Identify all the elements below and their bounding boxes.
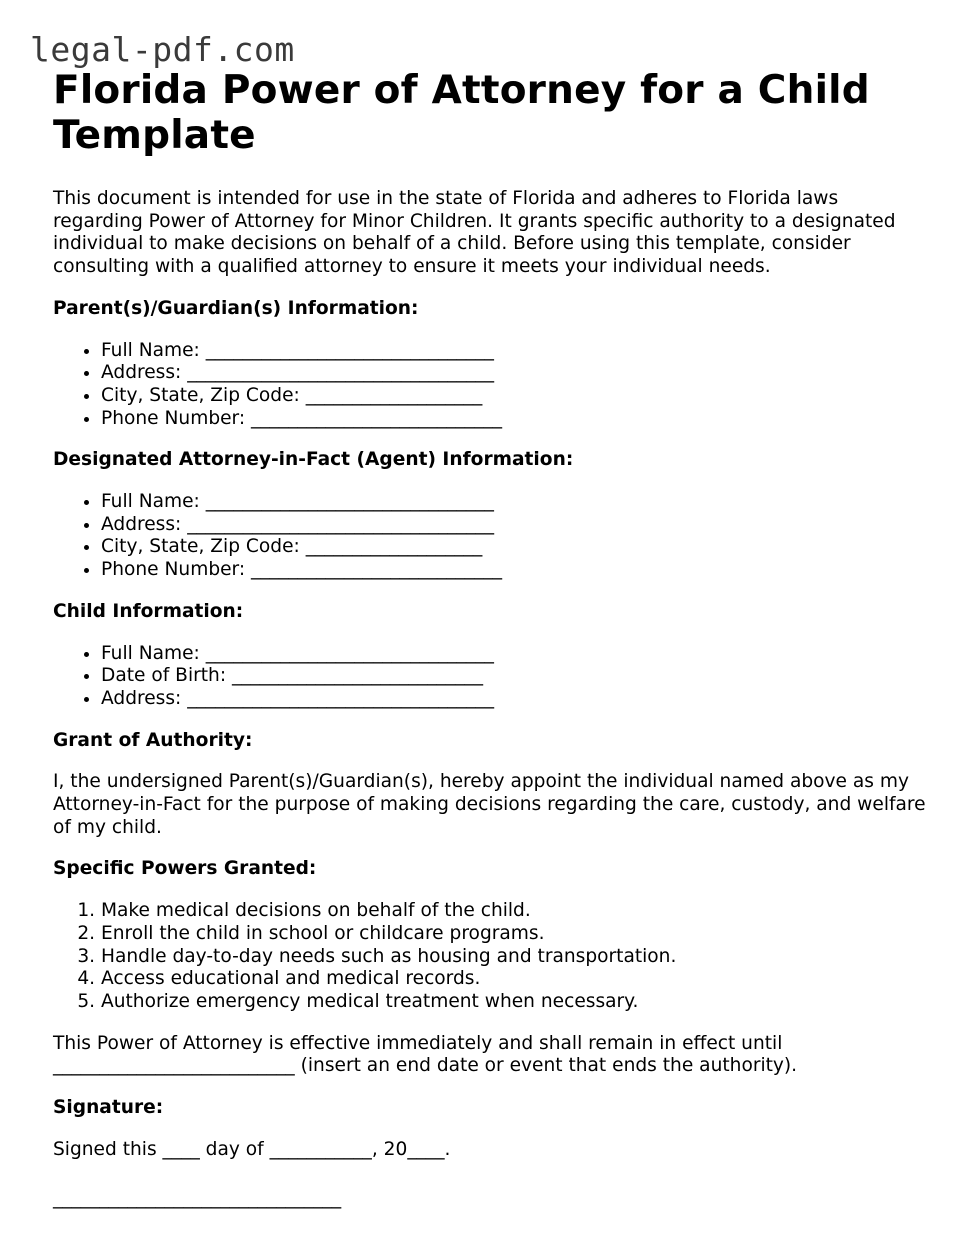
agent-phone-field: • Phone Number: ___________________________ xyxy=(101,559,933,582)
effective-paragraph: This Power of Attorney is effective immediately and shall remain in effect until __________________________ (insert an end date or event that ends the authority). xyxy=(53,1032,798,1077)
child-dob-field: • Date of Birth: ___________________________ xyxy=(101,665,933,688)
document-title: Florida Power of Attorney for a Child Template xyxy=(53,68,870,158)
powers-section-heading: Specific Powers Granted: xyxy=(53,858,317,880)
parent-city-state-zip-field: • City, State, Zip Code: ___________________ xyxy=(101,385,933,408)
power-item: 4. Access educational and medical records. xyxy=(101,968,933,991)
child-address-field: • Address: _________________________________ xyxy=(101,688,933,711)
parent-info-list xyxy=(53,340,933,431)
signature-section-heading: Signature: xyxy=(53,1097,164,1119)
watermark-logo: legal-pdf.com xyxy=(30,30,295,69)
parent-phone-field: • Phone Number: ___________________________ xyxy=(101,408,933,431)
agent-address-field: • Address: _________________________________ xyxy=(101,514,933,537)
child-info-list xyxy=(53,643,933,711)
power-item: 1. Make medical decisions on behalf of the child. xyxy=(101,900,933,923)
document-body xyxy=(53,68,933,1210)
signature-line: _______________________________ xyxy=(53,1187,342,1209)
parent-section-heading: Parent(s)/Guardian(s) Information: xyxy=(53,297,419,319)
child-section-heading: Child Information: xyxy=(53,600,244,622)
agent-info-list xyxy=(53,491,933,582)
parent-full-name-field: • Full Name: _______________________________ xyxy=(101,340,933,363)
signed-date-line: Signed this ____ day of ___________, 20____. xyxy=(53,1138,451,1160)
powers-list xyxy=(53,900,933,1014)
grant-paragraph: I, the undersigned Parent(s)/Guardian(s), hereby appoint the individual named above as my Attorney-in-Fact for the purpose of making decisions regarding the care, custody, and welfare of my child. xyxy=(53,771,926,838)
agent-full-name-field: • Full Name: _______________________________ xyxy=(101,491,933,514)
intro-paragraph: This document is intended for use in the state of Florida and adheres to Florida laws regarding Power of Attorney for Minor Children. It grants specific authority to a designated individual to make decisions on behalf of a child. Before using this template, consider consulting with a qualified attorney to ensure it meets your individual needs. xyxy=(53,188,896,278)
parent-address-field: • Address: _________________________________ xyxy=(101,362,933,385)
agent-section-heading: Designated Attorney-in-Fact (Agent) Information: xyxy=(53,449,574,471)
power-item: 3. Handle day-to-day needs such as housing and transportation. xyxy=(101,946,933,969)
child-full-name-field: • Full Name: _______________________________ xyxy=(101,643,933,666)
power-item: 5. Authorize emergency medical treatment when necessary. xyxy=(101,991,933,1014)
power-item: 2. Enroll the child in school or childcare programs. xyxy=(101,923,933,946)
grant-section-heading: Grant of Authority: xyxy=(53,729,253,751)
agent-city-state-zip-field: • City, State, Zip Code: ___________________ xyxy=(101,536,933,559)
